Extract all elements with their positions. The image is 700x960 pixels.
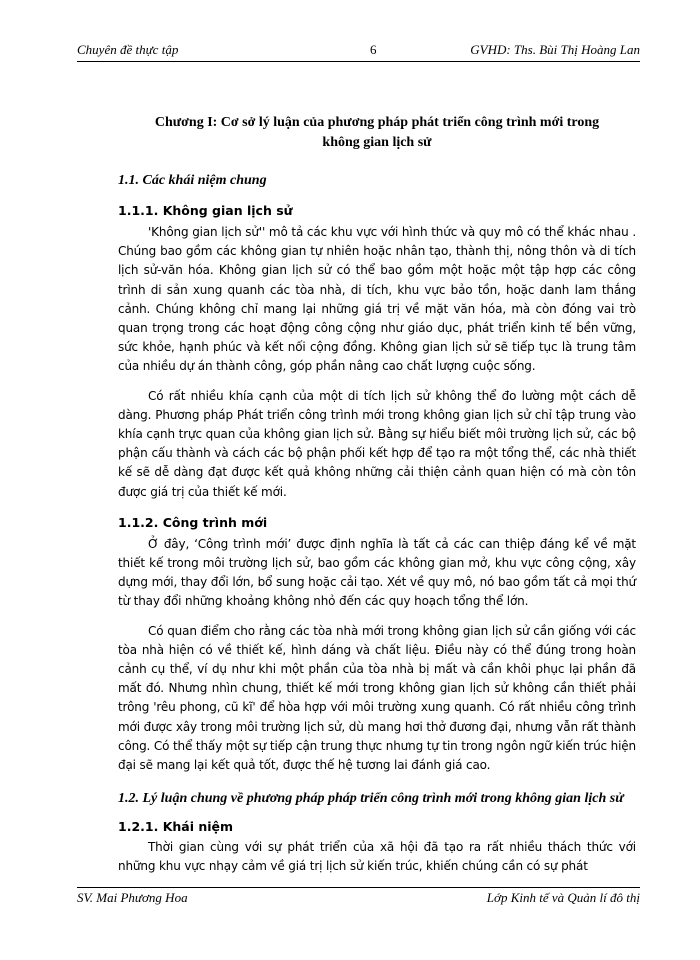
- paragraph: Có rất nhiều khía cạnh của một di tích lịch sử không thể đo lường một cách dễ dàng. Phương pháp Phát triển công trình mới trong không gian lịch sử chỉ tập trung vào khía cạnh trực quan của không gian lịch sử. Bằng sự hiểu biết môi trường lịch sử, các bộ phận cấu thành và cách các bộ phận phối kết hợp để tạo ra một tổng thể, các nhà thiết kế sẽ dễ dàng đạt được kết quả không những cải thiện cảnh quan hiện có mà còn tôn được giá trị của thiết kế mới.: [118, 388, 636, 499]
- paragraph: Có quan điểm cho rằng các tòa nhà mới trong không gian lịch sử cần giống với các tòa nhà hiện có về thiết kế, hình dáng và chất liệu. Điều này có thể đúng trong hoàn cảnh cụ thể, ví dụ như khi một phần của tòa nhà bị mất và cần khôi phục lại phần đã mất đó. Nhưng nhìn chung, thiết kế mới trong không gian lịch sử không cần thiết phải trông 'rêu phong, cũ kĩ' để hòa hợp với môi trường xung quanh. Có rất nhiều công trình mới được xây trong môi trường lịch sử, dù mang hơi thở đương đại, nhưng vẫn rất thành công. Có thể thấy một sự tiếp cận trung thực nhưng tự tin trong ngôn ngữ kiến trúc hiện đại sẽ mang lại kết quả tốt, được thế hệ tương lai đánh giá cao.: [118, 623, 636, 773]
- section-heading-1-1: 1.1. Các khái niệm chung: [118, 173, 267, 188]
- page-body: [118, 113, 636, 877]
- header-rule: [77, 61, 640, 62]
- page-header: [77, 42, 640, 58]
- page-number: 6: [370, 42, 377, 57]
- footer-class: Lớp Kinh tế và Quản lí đô thị: [486, 890, 640, 905]
- header-supervisor: GVHD: Ths. Bùi Thị Hoàng Lan: [470, 42, 640, 57]
- page-footer: [77, 890, 640, 906]
- subsection-heading-1-1-1: 1.1.1. Không gian lịch sử: [118, 203, 293, 218]
- subsection-heading-1-2-1: 1.2.1. Khái niệm: [118, 819, 234, 835]
- header-course-title: Chuyên đề thực tập: [77, 42, 179, 57]
- paragraph: Ở đây, ‘Công trình mới’ được định nghĩa là tất cả các can thiệp đáng kể về mặt thiết kế trong môi trường lịch sử, bao gồm các không gian mở, khu vực công cộng, xây dựng mới, thay đổi lớn, bổ sung hoặc cải tạo. Xét về quy mô, nó bao gồm tất cả mọi thứ từ thay đổi những khoảng không nhỏ đến các quy hoạch tổng thể lớn.: [118, 536, 636, 609]
- subsection-heading-1-1-2: 1.1.2. Công trình mới: [118, 514, 268, 530]
- section-heading-1-2: 1.2. Lý luận chung về phương pháp pháp triển công trình mới trong không gian lịch sử: [118, 791, 624, 807]
- chapter-title-line-1: Chương I: Cơ sở lý luận của phương pháp phát triển công trình mới trong: [154, 115, 600, 130]
- chapter-title-line-2: không gian lịch sử: [322, 135, 432, 150]
- paragraph: Thời gian cùng với sự phát triển của xã hội đã tạo ra rất nhiều thách thức với những khu vực nhạy cảm về giá trị lịch sử kiến trúc, khiến chúng cần có sự phát: [118, 840, 636, 874]
- footer-student: SV. Mai Phương Hoa: [77, 890, 188, 905]
- paragraph: 'Không gian lịch sử'' mô tả các khu vực với hình thức và quy mô có thể khác nhau . Chúng bao gồm các không gian tự nhiên hoặc nhân tạo, thành thị, nông thôn và di tích lịch sử-văn hóa. Không gian lịch sử có thể bao gồm một hoặc một tập hợp các công trình di sản xung quanh các tòa nhà, di tích, khu vực bảo tồn, hoặc danh lam thắng cảnh. Chúng không chỉ mang lại những giá trị về mặt văn hóa, mà còn đóng vai trò quan trọng trong các hoạt động công cộng như giáo dục, phát triển kinh tế bền vững, sức khỏe, hạnh phúc và kết nối cộng đồng. Không gian lịch sử sẽ tiếp tục là trung tâm của nhiều dự án thành công, góp phần nâng cao chất lượng cuộc sống.: [118, 225, 636, 374]
- footer-rule: [77, 887, 640, 888]
